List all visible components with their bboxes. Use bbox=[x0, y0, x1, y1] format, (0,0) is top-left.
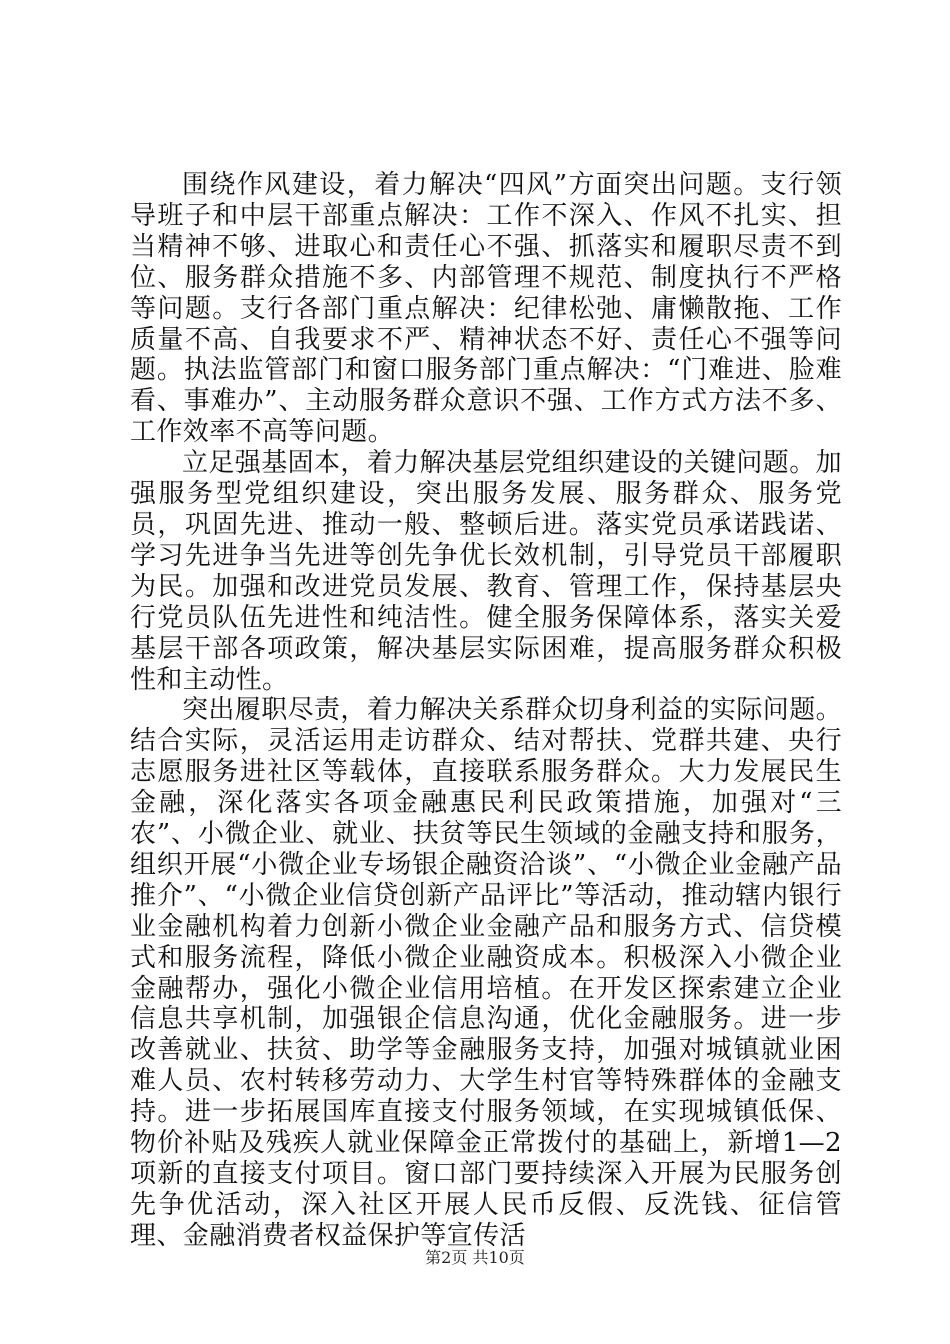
document-body bbox=[130, 170, 842, 1252]
paragraph-duty-performance: 突出履职尽责，着力解决关系群众切身利益的实际问题。结合实际，灵活运用走访群众、结对帮扶、党群共建、央行志愿服务进社区等载体，直接联系服务群众。大力发展民生金融，深化落实各项金融惠民利民政策措施，加强对“三农”、小微企业、就业、扶贫等民生领域的金融支持和服务，组织开展“小微企业专场银企融资洽谈”、“小微企业金融产品推介”、“小微企业信贷创新产品评比”等活动，推动辖内银行业金融机构着力创新小微企业金融产品和服务方式、信贷模式和服务流程，降低小微企业融资成本。积极深入小微企业金融帮办，强化小微企业信用培植。在开发区探索建立企业信息共享机制，加强银企信息沟通，优化金融服务。进一步改善就业、扶贫、助学等金融服务支持，加强对城镇就业困难人员、农村转移劳动力、大学生村官等特殊群体的金融支持。进一步拓展国库直接支付服务领域，在实现城镇低保、物价补贴及残疾人就业保障金正常拨付的基础上，新增1—2项新的直接支付项目。窗口部门要持续深入开展为民服务创先争优活动，深入社区开展人民币反假、反洗钱、征信管理、金融消费者权益保护等宣传活 bbox=[130, 695, 843, 1251]
paragraph-work-style: 围绕作风建设，着力解决“四风”方面突出问题。支行领导班子和中层干部重点解决：工作不深入、作风不扎实、担当精神不够、进取心和责任心不强、抓落实和履职尽责不到位、服务群众措施不多、内部管理不规范、制度执行不严格等问题。支行各部门重点解决：纪律松弛、庸懒散拖、工作质量不高、自我要求不严、精神状态不好、责任心不强等问题。执法监管部门和窗口服务部门重点解决：“门难进、脸难看、事难办”、主动服务群众意识不强、工作方式方法不多、工作效率不高等问题。 bbox=[130, 170, 842, 448]
paragraph-party-organization: 立足强基固本，着力解决基层党组织建设的关键问题。加强服务型党组织建设，突出服务发展、服务群众、服务党员，巩固先进、推动一般、整顿后进。落实党员承诺践诺、学习先进争当先进等创先争优长效机制，引导党员干部履职为民。加强和改进党员发展、教育、管理工作，保持基层央行党员队伍先进性和纯洁性。健全服务保障体系，落实关爱基层干部各项政策，解决基层实际困难，提高服务群众积极性和主动性。 bbox=[130, 448, 843, 695]
page-number-footer: 第2页 共10页 bbox=[425, 1248, 525, 1267]
